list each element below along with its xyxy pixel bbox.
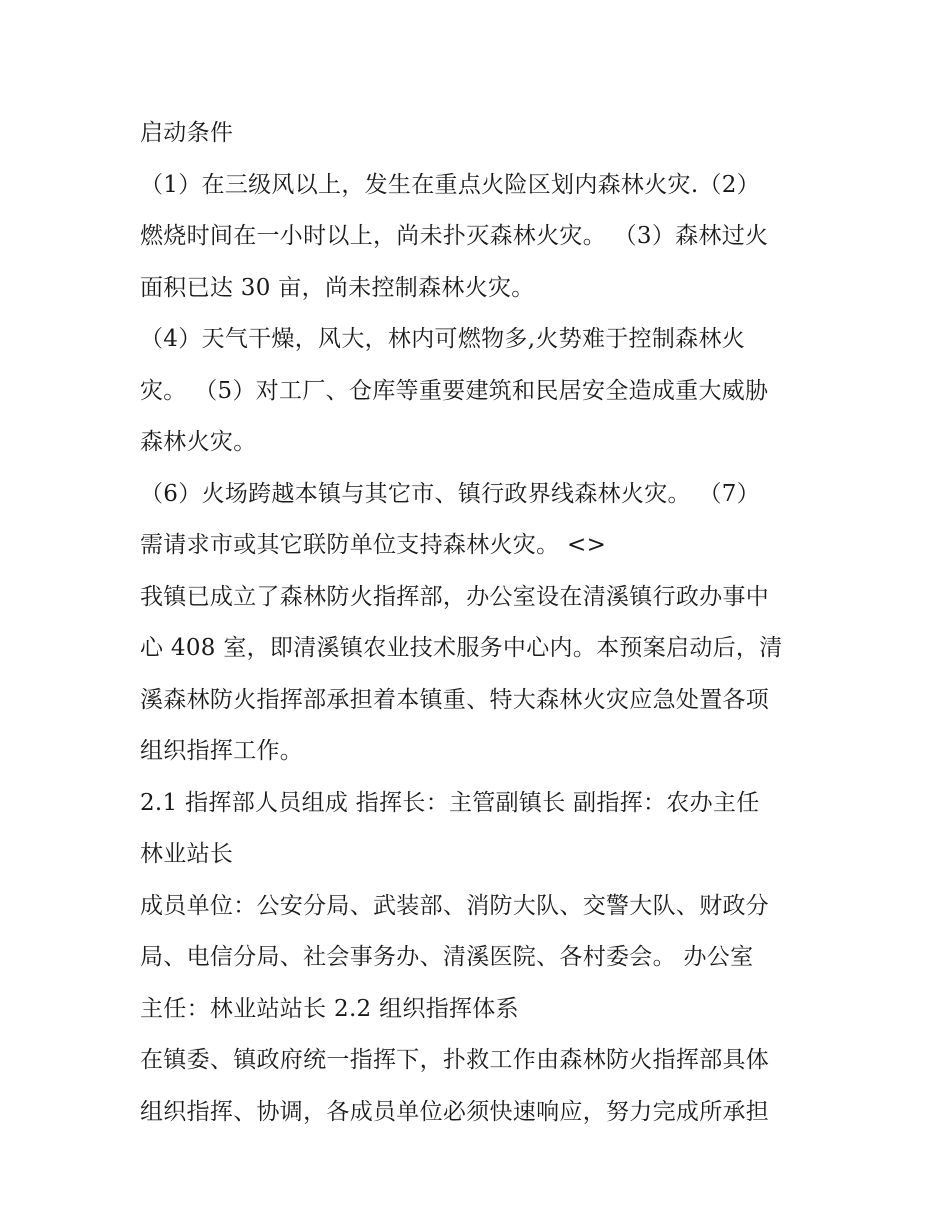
text-line: 心 408 室，即清溪镇农业技术服务中心内。本预案启动后，清 xyxy=(140,635,783,661)
text-line: 组织指挥工作。 xyxy=(140,738,304,764)
text-line: （1）在三级风以上，发生在重点火险区划内森林火灾.（2） xyxy=(140,171,760,198)
text-line: 组织指挥、协调，各成员单位必须快速响应，努力完成所承担 xyxy=(140,1098,770,1125)
text-line: 主任：林业站站长 2.2 组织指挥体系 xyxy=(140,995,519,1022)
text-line: 局、电信分局、社会事务办、清溪医院、各村委会。 办公室 xyxy=(140,944,754,970)
text-line: （6）火场跨越本镇与其它市、镇行政界线森林火灾。 （7） xyxy=(140,480,760,507)
document-body xyxy=(140,108,820,1138)
text-line: 在镇委、镇政府统一指挥下，扑救工作由森林防火指挥部具体 xyxy=(140,1047,770,1073)
text-line: （4）天气干燥，风大，林内可燃物多,火势难于控制森林火 xyxy=(140,326,746,352)
text-line: 2.1 指挥部人员组成 指挥长：主管副镇长 副指挥：农办主任 xyxy=(140,789,760,816)
text-line: 森林火灾。 xyxy=(140,429,257,455)
text-line: 灾。 （5）对工厂、仓库等重要建筑和民居安全造成重大威胁 xyxy=(140,377,769,404)
text-line: 成员单位：公安分局、武装部、消防大队、交警大队、财政分 xyxy=(140,892,770,919)
text-line: 溪森林防火指挥部承担着本镇重、特大森林火灾应急处置各项 xyxy=(140,686,770,713)
text-line: 我镇已成立了森林防火指挥部，办公室设在清溪镇行政办事中 xyxy=(140,583,770,610)
text-line: 面积已达 30 亩，尚未控制森林火灾。 xyxy=(140,274,535,301)
section-heading-start-conditions: 启动条件 xyxy=(140,120,234,146)
text-line: 需请求市或其它联防单位支持森林火灾。 <> xyxy=(140,532,607,558)
text-line: 林业站长 xyxy=(140,841,234,867)
text-line: 燃烧时间在一小时以上，尚未扑灭森林火灾。 （3）森林过火 xyxy=(140,223,769,249)
